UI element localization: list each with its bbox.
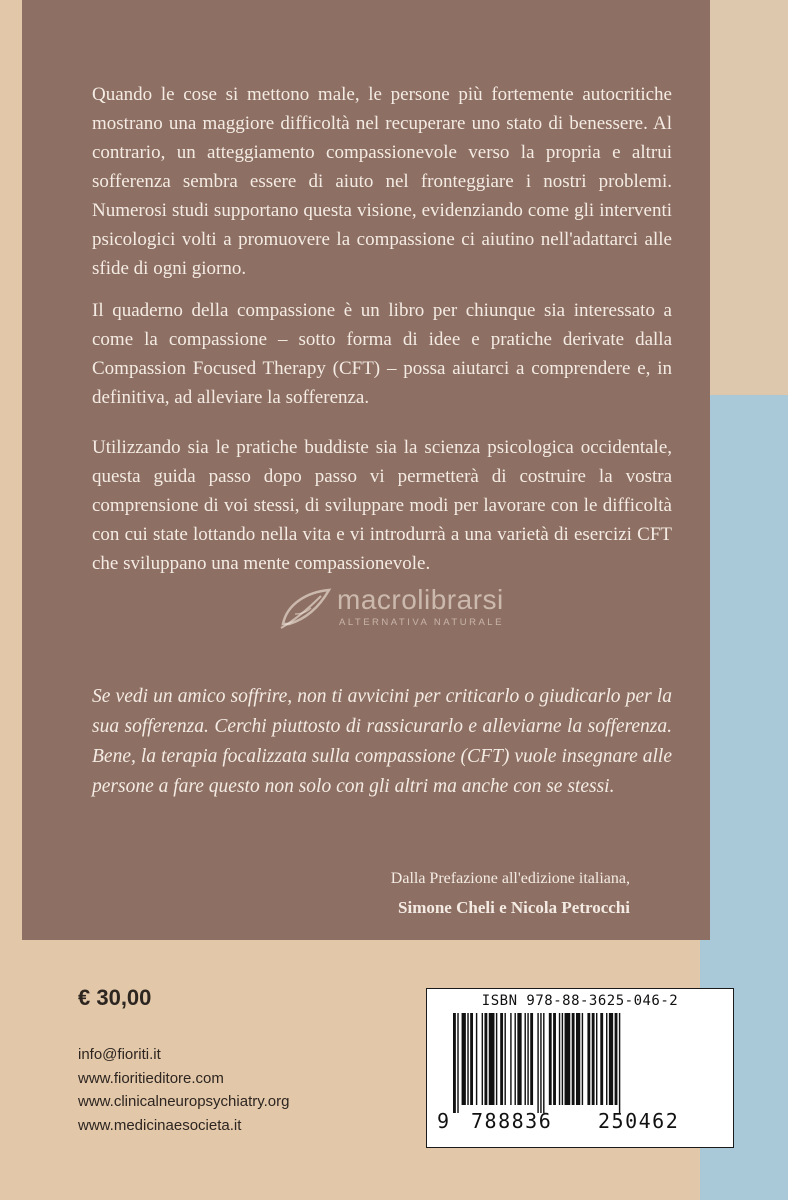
barcode-bar [609, 1013, 613, 1105]
barcode-bar [537, 1013, 538, 1113]
barcode-bar [576, 1013, 580, 1105]
isbn-label: ISBN 978-88-3625-046-2 [481, 993, 679, 1009]
barcode-bar [453, 1013, 456, 1113]
barcode-bars [453, 1013, 709, 1113]
barcode-bar [540, 1013, 541, 1113]
barcode-digits-left: 788836 [471, 1109, 553, 1133]
quote-source: Dalla Prefazione all'edizione italiana, [390, 870, 630, 887]
barcode-bar [482, 1013, 483, 1105]
barcode-bar [527, 1013, 528, 1105]
barcode-bar [587, 1013, 590, 1105]
blurb-paragraph-2: Il quaderno della compassione è un libro per chiunque sia interessato a come la compassione – sotto forma di idee e pratiche derivate dalla Compassion Focused Therapy (CFT) – possa aiutarci a comprendere e, in definitiva, ad alleviare la sofferenza. [92, 300, 672, 408]
barcode-digits-right: 250462 [598, 1109, 680, 1133]
barcode-bar [510, 1013, 511, 1105]
barcode-bar [517, 1013, 521, 1105]
barcode-bar [462, 1013, 466, 1105]
barcode-bar [476, 1013, 477, 1105]
barcode-bar [596, 1013, 597, 1105]
watermark-tagline: ALTERNATIVA NATURALE [339, 617, 504, 628]
blurb-paragraph-1: Quando le cose si mettono male, le persone più fortemente autocritiche mostrano una maggiore difficoltà nel recuperare uno stato di benessere. Al contrario, un atteggiamento compassionevole verso la propria e altrui sofferenza sembra essere di aiuto nel fronteggiare i nostri problemi. Numerosi studi supportano questa visione, evidenziando come gli interventi psicologici volti a promuovere la compassione ci aiutino nell'adattarci alle sfide di ogni giorno. [92, 84, 672, 279]
barcode-bar [553, 1013, 556, 1105]
barcode-bar [565, 1013, 571, 1105]
barcode-bar [600, 1013, 603, 1105]
barcode-bar [562, 1013, 563, 1105]
quote-authors: Simone Cheli e Nicola Petrocchi [398, 898, 630, 917]
barcode-bar [467, 1013, 468, 1105]
price-label: € 30,00 [78, 985, 152, 1010]
contact-website: www.fioritieditore.com [78, 1069, 224, 1087]
barcode-bar [484, 1013, 487, 1105]
leaf-logo-icon [277, 584, 333, 632]
barcode-bar [530, 1013, 533, 1105]
barcode-bar [619, 1013, 620, 1113]
blurb-panel [22, 0, 710, 940]
watermark [277, 580, 577, 640]
barcode-bar [504, 1013, 505, 1105]
watermark-brand: macrolibrarsi [337, 584, 504, 615]
contact-website: www.medicinaesocieta.it [78, 1116, 242, 1134]
barcode-bar [470, 1013, 473, 1105]
barcode-bar [549, 1013, 552, 1105]
isbn-barcode [426, 988, 734, 1148]
contact-email: info@fioriti.it [78, 1046, 161, 1063]
barcode-bar [606, 1013, 607, 1105]
barcode-bar [559, 1013, 560, 1105]
barcode-bar [525, 1013, 526, 1105]
preface-quote: Se vedi un amico soffrire, non ti avvicini per criticarlo o giudicarlo per la sua sofferenza. Cerchi piuttosto di rassicurarlo e alleviarne la sofferenza. Bene, la terapia focalizzata sulla compassione (CFT) vuole insegnare alle persone a fare questo non solo con gli altri ma anche con se stessi. [92, 686, 672, 797]
barcode-bar [572, 1013, 575, 1105]
barcode-bar [543, 1013, 544, 1113]
barcode-bar [489, 1013, 495, 1105]
barcode-bar [496, 1013, 497, 1105]
contact-website: www.clinicalneuropsychiatry.org [78, 1093, 290, 1110]
barcode-bar [615, 1013, 618, 1105]
cover-edge-top [710, 0, 788, 395]
barcode-bar [457, 1013, 458, 1113]
barcode-bar [582, 1013, 583, 1105]
blurb-paragraph-3: Utilizzando sia le pratiche buddiste sia la scienza psicologica occidentale, questa guida passo dopo passo vi permetterà di costruire la vostra comprensione di voi stessi, di sviluppare modi per lavorare con le difficoltà con cui state lottando nella vita e vi introdurrà a una varietà di esercizi CFT che sviluppano una mente compassionevole. [92, 437, 672, 574]
contact-list [78, 1043, 289, 1137]
barcode-bar [514, 1013, 515, 1105]
barcode-digit-lead: 9 [437, 1109, 450, 1133]
barcode-bar [592, 1013, 595, 1105]
barcode-bar [500, 1013, 503, 1105]
